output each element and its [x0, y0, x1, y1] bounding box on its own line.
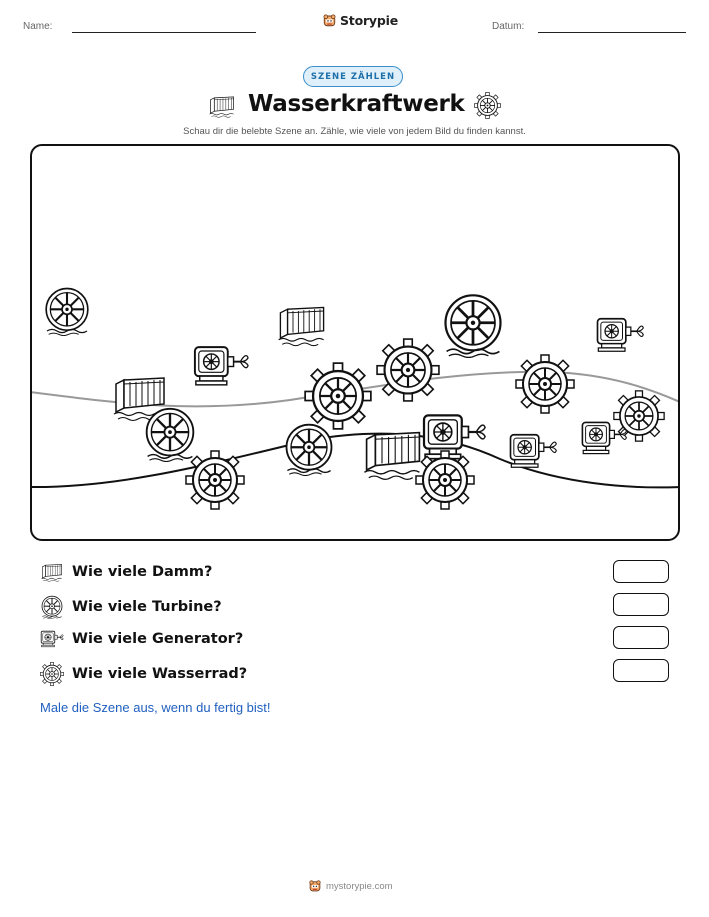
- answer-box-waterwheel[interactable]: [613, 659, 669, 682]
- question-row: [40, 562, 212, 582]
- generator-icon: [40, 629, 64, 649]
- question-label: Wie viele Generator?: [72, 631, 244, 647]
- turbine-icon: [287, 425, 332, 476]
- footer: [308, 879, 393, 893]
- waterwheel-icon: [416, 451, 474, 509]
- coloring-instruction: Male die Szene aus, wenn du fertig bist!: [40, 700, 271, 715]
- generator-icon: [511, 435, 557, 468]
- answer-box-generator[interactable]: [613, 626, 669, 649]
- turbine-icon: [147, 409, 194, 462]
- storypie-logo-icon: [322, 13, 337, 28]
- activity-badge: SZENE ZÄHLEN: [303, 66, 403, 87]
- generator-icon: [424, 415, 485, 458]
- brand-name: Storypie: [340, 13, 398, 28]
- question-row: [40, 662, 247, 686]
- page-title: Wasserkraftwerk: [248, 91, 465, 117]
- instructions: Schau dir die belebte Szene an. Zähle, wie viele von jedem Bild du finden kannst.: [183, 126, 526, 137]
- dam-icon: [40, 562, 64, 582]
- turbine-icon: [46, 289, 88, 336]
- question-label: Wie viele Wasserrad?: [72, 666, 248, 682]
- brand-logo: [322, 13, 398, 28]
- storypie-logo-icon: [308, 879, 322, 893]
- waterwheel-icon: [305, 363, 371, 429]
- generator-icon: [598, 319, 644, 352]
- generator-icon: [582, 422, 626, 453]
- question-row: [40, 629, 243, 649]
- dam-icon: [207, 94, 237, 118]
- answer-box-turbine[interactable]: [613, 593, 669, 616]
- waterwheel-icon: [516, 355, 574, 413]
- generator-icon: [195, 347, 248, 385]
- name-field[interactable]: [72, 32, 256, 33]
- waterwheel-icon: [377, 339, 439, 401]
- date-label: Datum:: [492, 21, 525, 32]
- turbine-icon: [40, 595, 64, 619]
- question-row: [40, 595, 222, 619]
- name-label: Name:: [23, 21, 53, 32]
- question-label: Wie viele Turbine?: [72, 599, 222, 615]
- dam-icon: [364, 433, 419, 480]
- counting-scene: [30, 144, 680, 541]
- footer-url[interactable]: mystorypie.com: [326, 880, 393, 892]
- scene-drawing: [30, 144, 680, 541]
- turbine-icon: [446, 295, 501, 357]
- date-field[interactable]: [538, 32, 686, 33]
- waterwheel-icon: [186, 451, 244, 509]
- answer-box-dam[interactable]: [613, 560, 669, 583]
- waterwheel-icon: [474, 92, 501, 119]
- question-label: Wie viele Damm?: [72, 564, 213, 580]
- dam-icon: [279, 307, 324, 345]
- waterwheel-icon: [40, 662, 64, 686]
